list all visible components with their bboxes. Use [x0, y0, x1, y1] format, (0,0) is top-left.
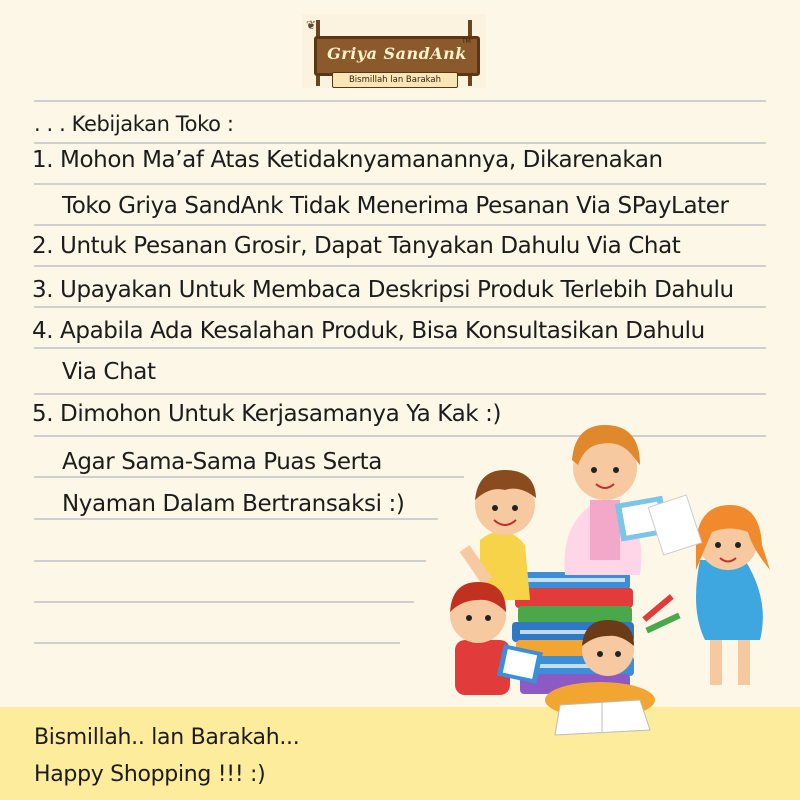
- footer-band: [0, 707, 800, 800]
- logo-brand: Griya SandAnk: [327, 44, 467, 63]
- footer-line-2: Happy Shopping !!! :): [34, 762, 266, 787]
- ruled-line: [34, 347, 766, 349]
- ruled-line: [34, 560, 426, 562]
- ruled-line: [34, 224, 766, 226]
- ruled-line: [34, 642, 400, 644]
- ruled-line: [34, 183, 766, 185]
- ruled-line: [34, 435, 766, 437]
- policy-line: 1. Mohon Ma’af Atas Ketidaknyamanannya, Dikarenakan: [32, 147, 663, 173]
- policy-line: 5. Dimohon Untuk Kerjasamanya Ya Kak :): [32, 401, 502, 427]
- boy-reading-left: [450, 582, 543, 695]
- logo-tagline: Bismillah lan Barakah: [332, 72, 458, 88]
- policy-line: 2. Untuk Pesanan Grosir, Dapat Tanyakan Dahulu Via Chat: [32, 233, 681, 259]
- girl-holding-paper: [648, 495, 770, 685]
- footer-line-1: Bismillah.. lan Barakah...: [34, 725, 300, 750]
- ruled-line: [34, 601, 414, 603]
- ruled-line: [34, 476, 464, 478]
- girl-reading-top: [564, 425, 668, 575]
- logo-board: [314, 36, 480, 76]
- policy-title: . . . Kebijakan Toko :: [34, 112, 234, 136]
- pencil-icon: [642, 594, 680, 633]
- ruled-line: [34, 142, 766, 144]
- ruled-line: [34, 393, 766, 395]
- ruled-line: [34, 100, 766, 102]
- policy-line: Nyaman Dalam Bertransaksi :): [62, 491, 405, 517]
- boy-cheering: [460, 470, 536, 600]
- policy-line: 3. Upayakan Untuk Membaca Deskripsi Produk Terlebih Dahulu: [32, 277, 734, 303]
- policy-line: Agar Sama-Sama Puas Serta: [62, 449, 382, 475]
- ruled-line: [34, 306, 766, 308]
- logo-trademark: TM: [462, 38, 471, 45]
- store-logo: [302, 14, 486, 88]
- bird-icon: ❦: [306, 18, 317, 32]
- book-stack: [512, 572, 634, 694]
- ruled-line: [34, 265, 766, 267]
- ruled-line: [34, 518, 438, 520]
- policy-line: Via Chat: [62, 359, 156, 385]
- policy-line: 4. Apabila Ada Kesalahan Produk, Bisa Konsultasikan Dahulu: [32, 318, 705, 344]
- policy-line: Toko Griya SandAnk Tidak Menerima Pesanan Via SPayLater: [62, 193, 729, 219]
